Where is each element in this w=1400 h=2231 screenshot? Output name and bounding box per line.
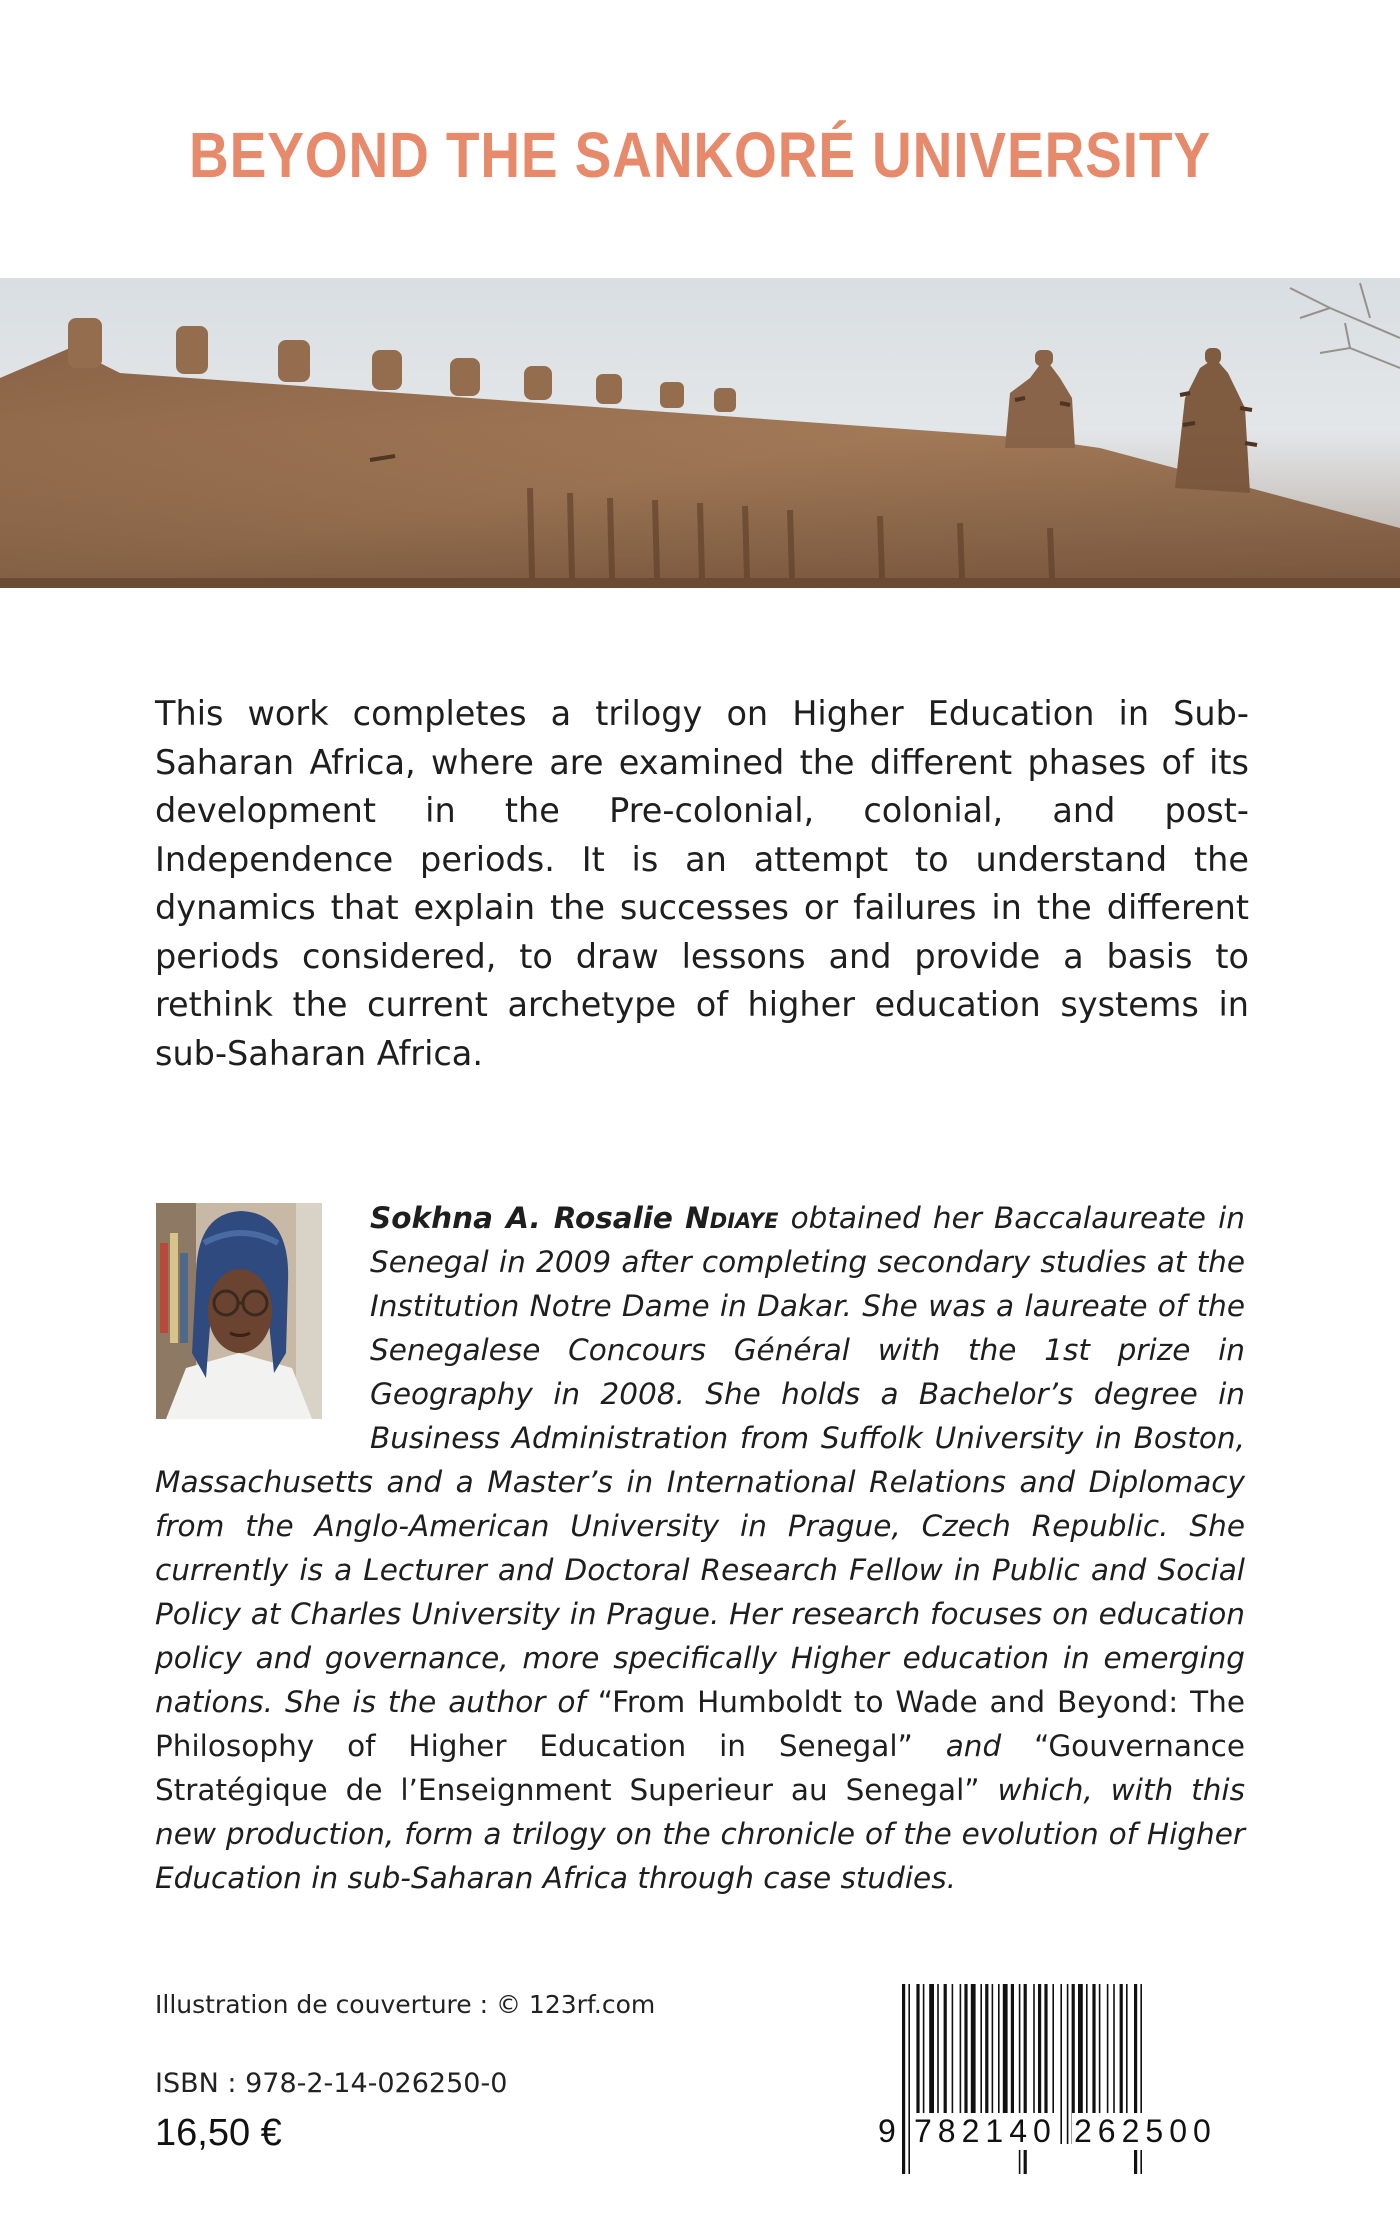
barcode-left-group: 782140 bbox=[914, 2113, 1057, 2149]
isbn-text: ISBN : 978-2-14-026250-0 bbox=[155, 2068, 508, 2099]
barcode-right-group: 262500 bbox=[1074, 2113, 1217, 2149]
bio-and: and bbox=[945, 1729, 1002, 1763]
cover-illustration-credit: Illustration de couverture : © 123rf.com bbox=[155, 1990, 656, 2019]
bio-part-2: which, with this new production, form a trilogy on the chronicle of the evolution of Higher Education in sub-Saharan Africa through case studies. bbox=[155, 1773, 1245, 1895]
barcode-digits bbox=[876, 2113, 1246, 2153]
book-title-2: “Gouvernance Stratégique de l’Enseignment Superieur au Senegal” bbox=[155, 1729, 1245, 1807]
price-text: 16,50 € bbox=[155, 2112, 282, 2154]
isbn-barcode bbox=[878, 1984, 1244, 2184]
photo-spacer bbox=[155, 1196, 370, 1460]
author-surname: Ndiaye bbox=[685, 1201, 779, 1235]
book-title-1: “From Humboldt to Wade and Beyond: The Philosophy of Higher Education in Senegal” bbox=[155, 1685, 1245, 1763]
synopsis-text: This work completes a trilogy on Higher Education in Sub-Saharan Africa, where are examined the different phases of its development in the Pre-colonial, colonial, and post-Independence periods. It is an attempt to understand the dynamics that explain the successes or failures in the different periods considered, to draw lessons and provide a basis to rethink the current archetype of higher education systems in sub-Saharan Africa. bbox=[155, 694, 1249, 1073]
cover-banner-image bbox=[0, 278, 1400, 588]
book-title: BEYOND THE SANKORÉ UNIVERSITY bbox=[189, 119, 1211, 191]
bio-part-1: obtained her Baccalaureate in Senegal in 2009 after completing secondary studies at the Institution Notre Dame in Dakar. She was a laureate of the Senegalese Concours Général with the 1st prize in Geography in 2008. She holds a Bachelor’s degree in Business Administration from Suffolk University in Boston, Massachusetts and a Master’s in International Relations and Diplomacy from the Anglo-American University in Prague, Czech Republic. She currently is a Lecturer and Doctoral Research Fellow in Public and Social Policy at Charles University in Prague. Her research focuses on education policy and governance, more specifically Higher education in emerging nations. She is the author of bbox=[155, 1201, 1245, 1719]
author-bio bbox=[155, 1196, 1245, 1900]
barcode-first-digit: 9 bbox=[878, 2113, 896, 2149]
author-first-names: Sokhna A. Rosalie bbox=[370, 1201, 673, 1235]
